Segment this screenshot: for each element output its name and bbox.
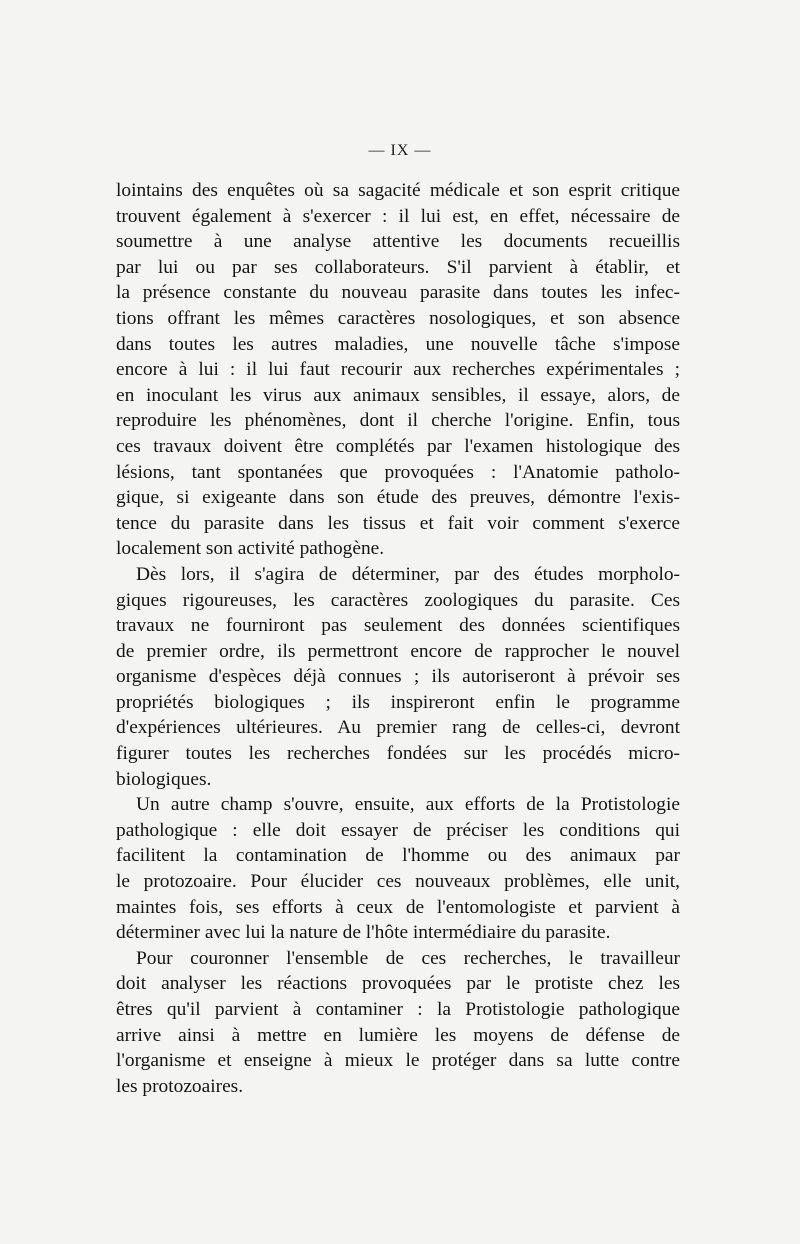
- text-line: lointains des enquêtes où sa sagacité médicale et son esprit critique: [116, 180, 680, 201]
- text-line: dans toutes les autres maladies, une nouvelle tâche s'impose: [116, 333, 680, 355]
- text-line: la présence constante du nouveau parasite dans toutes les infec-: [116, 282, 680, 304]
- text-line: maintes fois, ses efforts à ceux de l'entomologiste et parvient à: [116, 896, 680, 918]
- paragraph: [116, 946, 680, 1100]
- text-line: ces travaux doivent être complétés par l'examen histologique des: [116, 435, 680, 457]
- text-line: localement son activité pathogène.: [116, 538, 385, 560]
- text-line: Dès lors, il s'agira de déterminer, par des études morpholo-: [136, 563, 680, 585]
- text-line: les protozoaires.: [116, 1075, 244, 1097]
- text-line: en inoculant les virus aux animaux sensibles, il essaye, alors, de: [116, 384, 680, 406]
- text-line: trouvent également à s'exercer : il lui est, en effet, nécessaire de: [116, 205, 680, 227]
- text-line: gique, si exigeante dans son étude des preuves, démontre l'exis-: [116, 487, 680, 509]
- text-line: facilitent la contamination de l'homme ou des animaux par: [116, 845, 680, 867]
- text-line: encore à lui : il lui faut recourir aux recherches expérimentales ;: [116, 359, 680, 381]
- text-line: reproduire les phénomènes, dont il cherche l'origine. Enfin, tous: [116, 410, 680, 432]
- text-line: lésions, tant spontanées que provoquées : l'Anatomie patholo-: [116, 461, 680, 483]
- text-line: arrive ainsi à mettre en lumière les moyens de défense de: [116, 1024, 680, 1046]
- text-line: Pour couronner l'ensemble de ces recherches, le travailleur: [136, 947, 680, 969]
- body-text: [116, 178, 680, 1099]
- text-line: le protozoaire. Pour élucider ces nouveaux problèmes, elle unit,: [116, 871, 680, 893]
- text-line: tence du parasite dans les tissus et fait voir comment s'exerce: [116, 512, 680, 534]
- text-line: déterminer avec lui la nature de l'hôte intermédiaire du parasite.: [116, 922, 611, 944]
- text-line: giques rigoureuses, les caractères zoologiques du parasite. Ces: [116, 589, 680, 611]
- paragraph: [116, 792, 680, 946]
- text-line: Un autre champ s'ouvre, ensuite, aux efforts de la Protistologie: [136, 794, 680, 816]
- paragraph: [116, 562, 680, 792]
- text-line: biologiques.: [116, 768, 212, 790]
- text-line: propriétés biologiques ; ils inspireront enfin le programme: [116, 691, 680, 713]
- text-line: par lui ou par ses collaborateurs. S'il parvient à établir, et: [116, 256, 680, 278]
- text-line: soumettre à une analyse attentive les documents recueillis: [116, 231, 680, 253]
- text-line: pathologique : elle doit essayer de préciser les conditions qui: [116, 819, 680, 841]
- page-number: — IX —: [368, 142, 432, 159]
- text-line: tions offrant les mêmes caractères nosologiques, et son absence: [116, 307, 680, 329]
- text-line: l'organisme et enseigne à mieux le protéger dans sa lutte contre: [116, 1050, 680, 1072]
- text-line: travaux ne fourniront pas seulement des données scientifiques: [116, 615, 680, 637]
- paragraph: [116, 178, 680, 562]
- text-line: organisme d'espèces déjà connues ; ils autoriseront à prévoir ses: [116, 666, 680, 688]
- text-line: figurer toutes les recherches fondées sur les procédés micro-: [116, 743, 680, 765]
- text-line: de premier ordre, ils permettront encore de rapprocher le nouvel: [116, 640, 680, 662]
- text-line: êtres qu'il parvient à contaminer : la Protistologie pathologique: [116, 999, 680, 1020]
- text-line: d'expériences ultérieures. Au premier rang de celles-ci, devront: [116, 717, 680, 739]
- text-line: doit analyser les réactions provoquées par le protiste chez les: [116, 973, 680, 995]
